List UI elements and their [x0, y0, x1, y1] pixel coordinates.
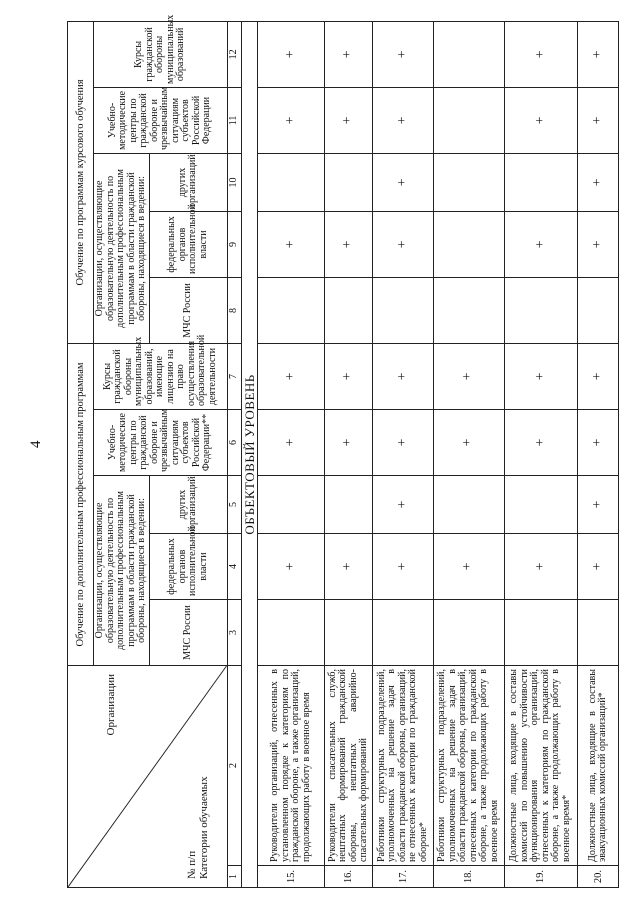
- mark-cell: +: [504, 534, 577, 600]
- rotated-table-sheet: [67, 14, 619, 888]
- mark-cell: [433, 87, 504, 153]
- row-number: 16.: [324, 866, 372, 888]
- group-b-header: Обучение по программам курсового обучения: [68, 21, 94, 343]
- table-row: [373, 21, 433, 887]
- mark-cell: [258, 476, 325, 534]
- category-text: Руководители организаций, отнесенных в установленном порядке к категориям по гражданской обороне, а также организаций, продолжающих работу в военное время: [258, 666, 325, 866]
- row-number: 15.: [258, 866, 325, 888]
- column-number: 2: [227, 666, 241, 866]
- mark-cell: [504, 476, 577, 534]
- mark-cell: +: [578, 211, 619, 277]
- umc-b-header: Учебно-методические центры по гражданской обороне и чрезвычайным ситуациям субъектов Российской Федерации: [94, 87, 228, 153]
- mark-cell: +: [504, 87, 577, 153]
- mark-cell: +: [504, 21, 577, 87]
- column-number-row: [227, 21, 241, 887]
- mark-cell: +: [373, 476, 433, 534]
- mchs-header: МЧС России: [149, 600, 227, 666]
- category-text: Должностные лица, входящие в составы эвакуационных комиссий организаций*: [578, 666, 619, 866]
- column-number: 9: [227, 211, 241, 277]
- column-number: 8: [227, 277, 241, 343]
- mark-cell: [433, 211, 504, 277]
- mark-cell: +: [258, 534, 325, 600]
- column-number: 3: [227, 600, 241, 666]
- mark-cell: [433, 277, 504, 343]
- mark-cell: +: [258, 343, 325, 409]
- level-title: ОБЪЕКТОВЫЙ УРОВЕНЬ: [241, 21, 258, 887]
- mark-cell: +: [258, 410, 325, 476]
- mark-cell: +: [258, 211, 325, 277]
- mark-cell: [324, 153, 372, 211]
- mark-cell: +: [373, 343, 433, 409]
- mark-cell: +: [578, 410, 619, 476]
- table-row: [324, 21, 372, 887]
- categories-label: [186, 776, 210, 879]
- mark-cell: [504, 277, 577, 343]
- other-b-header: других организаций: [149, 153, 227, 211]
- number-label: № п/п: [186, 850, 199, 879]
- federal-header: федеральных органов исполнительной власти: [149, 534, 227, 600]
- mark-cell: [373, 600, 433, 666]
- column-number: 4: [227, 534, 241, 600]
- table-body: [258, 21, 619, 887]
- diagonal-header-cell: [68, 666, 228, 888]
- mark-cell: +: [324, 21, 372, 87]
- column-number: 6: [227, 410, 241, 476]
- mark-cell: +: [373, 211, 433, 277]
- mark-cell: +: [504, 343, 577, 409]
- mark-cell: [504, 153, 577, 211]
- column-number: 1: [227, 866, 241, 888]
- category-text: Должностные лица, входящие в составы комиссий по повышению устойчивости функционирования организаций, отнесенных к категориям по гражданской обороне, а также продолжающих работу в военное время*: [504, 666, 577, 866]
- mark-cell: [433, 21, 504, 87]
- mark-cell: +: [258, 87, 325, 153]
- row-number: 17.: [373, 866, 433, 888]
- mark-cell: +: [324, 534, 372, 600]
- mark-cell: [258, 600, 325, 666]
- mark-cell: [433, 476, 504, 534]
- mark-cell: +: [258, 21, 325, 87]
- column-number: 12: [227, 21, 241, 87]
- federal-b-header: федеральных органов исполнительной власти: [149, 211, 227, 277]
- mark-cell: [258, 277, 325, 343]
- table-row: [504, 21, 577, 887]
- category-text: Работники структурных подразделений, уполномоченных на решение задач в области гражданской обороны, организаций, не отнесенных к категории по гражданской обороне*: [373, 666, 433, 866]
- mark-cell: [324, 600, 372, 666]
- mark-cell: +: [578, 87, 619, 153]
- category-text: Работники структурных подразделений, уполномоченных на решение задач в области гражданской обороны, организаций, отнесенных к категории по гражданской обороне, а также продолжающих работу в военное время: [433, 666, 504, 866]
- mark-cell: [433, 153, 504, 211]
- mark-cell: [324, 277, 372, 343]
- mark-cell: +: [373, 153, 433, 211]
- mark-cell: +: [373, 534, 433, 600]
- mark-cell: [324, 476, 372, 534]
- mark-cell: [433, 600, 504, 666]
- row-number: 18.: [433, 866, 504, 888]
- mark-cell: +: [433, 410, 504, 476]
- table-row: [258, 21, 325, 887]
- sub-a-header: Организации, осуществляющие образовательную деятельность по дополнительным профессиональным программам в области гражданской обороны, находящиеся в ведении:: [94, 476, 150, 666]
- mark-cell: [578, 600, 619, 666]
- mark-cell: +: [373, 21, 433, 87]
- mark-cell: [504, 600, 577, 666]
- mark-cell: +: [324, 343, 372, 409]
- mark-cell: +: [578, 21, 619, 87]
- training-table: [67, 14, 619, 888]
- mark-cell: +: [373, 410, 433, 476]
- sub-b-header: Организации, осуществляющие образовательную деятельность по дополнительным профессиональным программам в области гражданской обороны, находящиеся в ведении:: [94, 153, 150, 343]
- mark-cell: +: [324, 410, 372, 476]
- mark-cell: +: [373, 87, 433, 153]
- mark-cell: +: [578, 153, 619, 211]
- category-label: Категории обучаемых: [198, 776, 211, 879]
- column-number: 11: [227, 87, 241, 153]
- other-header: других организаций: [149, 476, 227, 534]
- mark-cell: +: [504, 211, 577, 277]
- mark-cell: [578, 277, 619, 343]
- mchs-b-header: МЧС России: [149, 277, 227, 343]
- page-number: 4: [28, 440, 44, 448]
- group-a-header: Обучение по дополнительным профессиональным программам: [68, 343, 94, 665]
- mark-cell: +: [578, 343, 619, 409]
- mark-cell: +: [324, 211, 372, 277]
- column-number: 10: [227, 153, 241, 211]
- umc-header: Учебно-методические центры по гражданской обороне и чрезвычайным ситуациям субъектов Российской Федерации**: [94, 410, 228, 476]
- row-number: 19.: [504, 866, 577, 888]
- organizations-label: Организации: [105, 674, 117, 736]
- mark-cell: +: [578, 534, 619, 600]
- category-text: Руководители спасательных служб, нештатных формирований гражданской обороны, нештатных аварийно-спасательных формирований: [324, 666, 372, 866]
- mark-cell: +: [433, 343, 504, 409]
- table-row: [578, 21, 619, 887]
- column-number: 7: [227, 343, 241, 409]
- mark-cell: [258, 153, 325, 211]
- table-row: [433, 21, 504, 887]
- courses-b-header: Курсы гражданской обороны муниципальных образований: [94, 21, 228, 87]
- mark-cell: +: [504, 410, 577, 476]
- mark-cell: [373, 277, 433, 343]
- mark-cell: +: [433, 534, 504, 600]
- column-number: 5: [227, 476, 241, 534]
- mark-cell: +: [578, 476, 619, 534]
- row-number: 20.: [578, 866, 619, 888]
- courses-header: Курсы гражданской обороны муниципальных образований, имеющие лицензию на право осуществления образовательной деятельности: [94, 343, 228, 409]
- mark-cell: +: [324, 87, 372, 153]
